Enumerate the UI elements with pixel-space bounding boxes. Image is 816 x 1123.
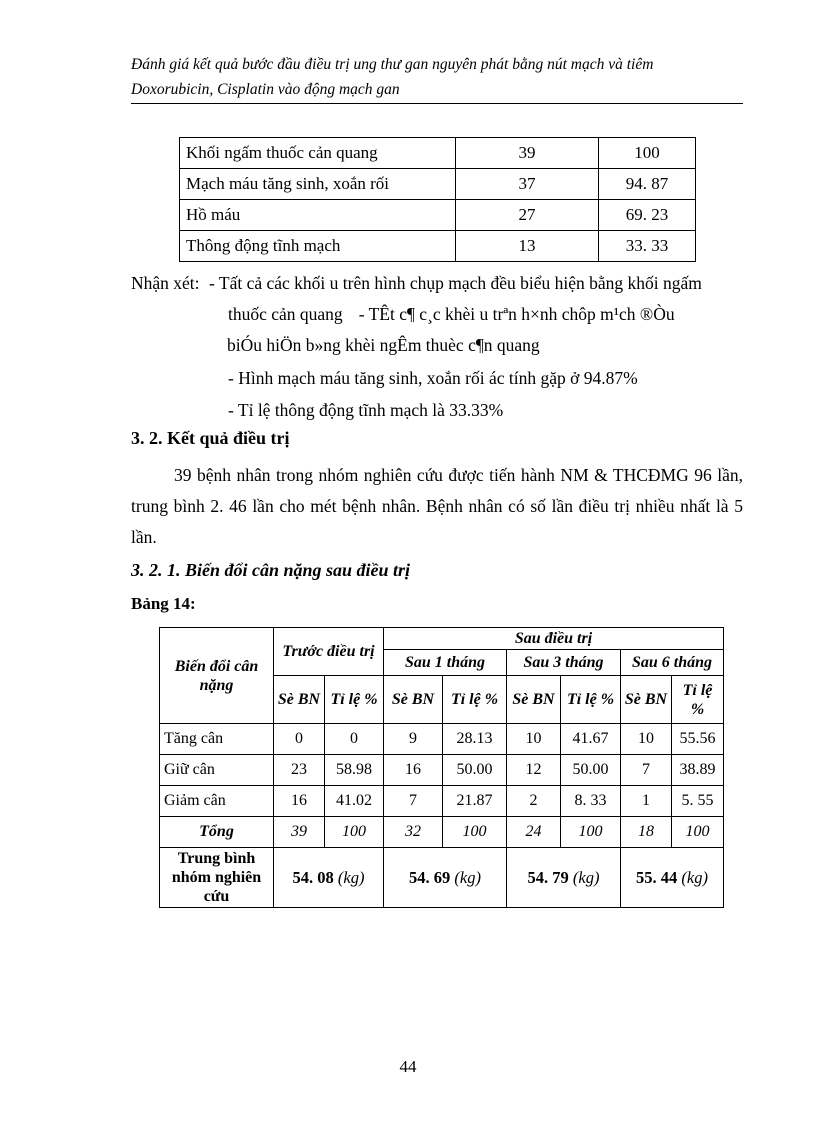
section-heading-3-2: 3. 2. Kết quả điều trị [131, 428, 290, 448]
cell: 8. 33 [561, 786, 621, 817]
sign-percent: 69. 23 [599, 200, 696, 231]
cell: 10 [507, 724, 561, 755]
sign-percent: 100 [599, 138, 696, 169]
section-heading-3-2-1: 3. 2. 1. Biến đổi cân nặng sau điều trị [131, 560, 411, 580]
pct-subheader: Tỉ lệ % [443, 676, 507, 724]
pct-subheader: Tỉ lệ % [561, 676, 621, 724]
table-row [160, 724, 724, 755]
cell: 18 [621, 817, 672, 848]
table-row [160, 755, 724, 786]
table-row [180, 138, 696, 169]
cell: 12 [507, 755, 561, 786]
cell: 1 [621, 786, 672, 817]
cell: 16 [384, 755, 443, 786]
cell: 100 [325, 817, 384, 848]
sign-count: 37 [456, 169, 599, 200]
cell: 23 [274, 755, 325, 786]
running-header [131, 52, 743, 102]
mean-label: Trung bình nhóm nghiên cứu [160, 848, 274, 908]
mean-unit: (kg) [454, 867, 481, 887]
cell: 100 [561, 817, 621, 848]
table-label: Bảng 14: [131, 594, 196, 613]
cell: 0 [325, 724, 384, 755]
sign-label: Khối ngấm thuốc cản quang [180, 138, 456, 169]
cell: 38.89 [672, 755, 724, 786]
cell: 32 [384, 817, 443, 848]
cell: 50.00 [561, 755, 621, 786]
sign-label: Mạch máu tăng sinh, xoắn rối [180, 169, 456, 200]
count-subheader: Sè BN [274, 676, 325, 724]
mean-value: 54. 69 [409, 867, 451, 887]
cell: 39 [274, 817, 325, 848]
cell: 100 [443, 817, 507, 848]
sign-percent: 94. 87 [599, 169, 696, 200]
remark-garbled-2: biÓu hiÖn b»ng khèi ngÊm thuèc c¶n quang [227, 335, 540, 355]
cell: 5. 55 [672, 786, 724, 817]
table-row [180, 200, 696, 231]
cell: 0 [274, 724, 325, 755]
remark-garbled-1: - TÊt c¶ c¸c khèi u trªn h×nh chôp m¹ch ®Òu [358, 304, 675, 324]
weight-change-table [159, 627, 724, 908]
sign-count: 27 [456, 200, 599, 231]
mean-value: 55. 44 [636, 867, 678, 887]
count-subheader: Sè BN [384, 676, 443, 724]
cell: 7 [621, 755, 672, 786]
total-label: Tổng [160, 817, 274, 848]
cell: 2 [507, 786, 561, 817]
cell: 50.00 [443, 755, 507, 786]
remark-line-1b [228, 299, 675, 330]
period-header: Sau 6 tháng [621, 650, 724, 676]
sign-label: Hồ máu [180, 200, 456, 231]
paragraph-text: 39 bệnh nhân trong nhóm nghiên cứu được tiến hành NM & THCĐMG 96 lần, trung bình 2. 46 lần cho mét bệnh nhân. Bệnh nhân có số lần điều trị nhiều nhất là 5 lần. [131, 465, 743, 547]
sign-percent: 33. 33 [599, 231, 696, 262]
pct-subheader: Tỉ lệ % [325, 676, 384, 724]
mean-value: 54. 08 [292, 867, 334, 887]
header-line-1: Đánh giá kết quả bước đầu điều trị ung thư gan nguyên phát bằng nút mạch và tiêm [131, 56, 654, 73]
mean-cell [621, 848, 724, 908]
count-subheader: Sè BN [621, 676, 672, 724]
row-label: Tăng cân [160, 724, 274, 755]
table-row [160, 786, 724, 817]
mean-cell [384, 848, 507, 908]
after-header: Sau điều trị [384, 628, 724, 650]
pct-subheader: Tỉ lệ % [672, 676, 724, 724]
period-header: Sau 3 tháng [507, 650, 621, 676]
count-subheader: Sè BN [507, 676, 561, 724]
table-row [180, 169, 696, 200]
cell: 41.67 [561, 724, 621, 755]
mean-cell [274, 848, 384, 908]
total-row [160, 817, 724, 848]
mean-row [160, 848, 724, 908]
remark-line-1b-text: thuốc cản quang [228, 304, 343, 324]
mean-unit: (kg) [681, 867, 708, 887]
cell: 41.02 [325, 786, 384, 817]
row-label: Giữ cân [160, 755, 274, 786]
page-number: 44 [399, 1057, 417, 1076]
before-header: Trước điều trị [274, 628, 384, 676]
cell: 21.87 [443, 786, 507, 817]
cell: 9 [384, 724, 443, 755]
cell: 58.98 [325, 755, 384, 786]
cell: 10 [621, 724, 672, 755]
remarks-label: Nhận xét: [131, 273, 200, 293]
cell: 7 [384, 786, 443, 817]
table-row [180, 231, 696, 262]
remark-line-3: - Tỉ lệ thông động tĩnh mạch là 33.33% [228, 400, 504, 420]
header-line-2: Doxorubicin, Cisplatin vào động mạch gan [131, 81, 400, 98]
mean-unit: (kg) [337, 867, 365, 887]
cell: 55.56 [672, 724, 724, 755]
header-rule [131, 103, 743, 104]
mean-unit: (kg) [572, 867, 600, 887]
remark-line-2: - Hình mạch máu tăng sinh, xoắn rối ác tính gặp ở 94.87% [228, 368, 638, 388]
row-label: Giảm cân [160, 786, 274, 817]
angiography-signs-table [179, 137, 696, 262]
header-row [160, 628, 724, 650]
corner-header: Biến đổi cân nặng [160, 628, 274, 724]
cell: 28.13 [443, 724, 507, 755]
sign-label: Thông động tĩnh mạch [180, 231, 456, 262]
section-paragraph [131, 460, 743, 553]
mean-cell [507, 848, 621, 908]
sign-count: 39 [456, 138, 599, 169]
cell: 24 [507, 817, 561, 848]
mean-value: 54. 79 [527, 867, 569, 887]
remark-line-1a: - Tất cả các khối u trên hình chụp mạch đều biểu hiện bằng khối ngấm [209, 273, 702, 293]
cell: 16 [274, 786, 325, 817]
sign-count: 13 [456, 231, 599, 262]
period-header: Sau 1 tháng [384, 650, 507, 676]
cell: 100 [672, 817, 724, 848]
